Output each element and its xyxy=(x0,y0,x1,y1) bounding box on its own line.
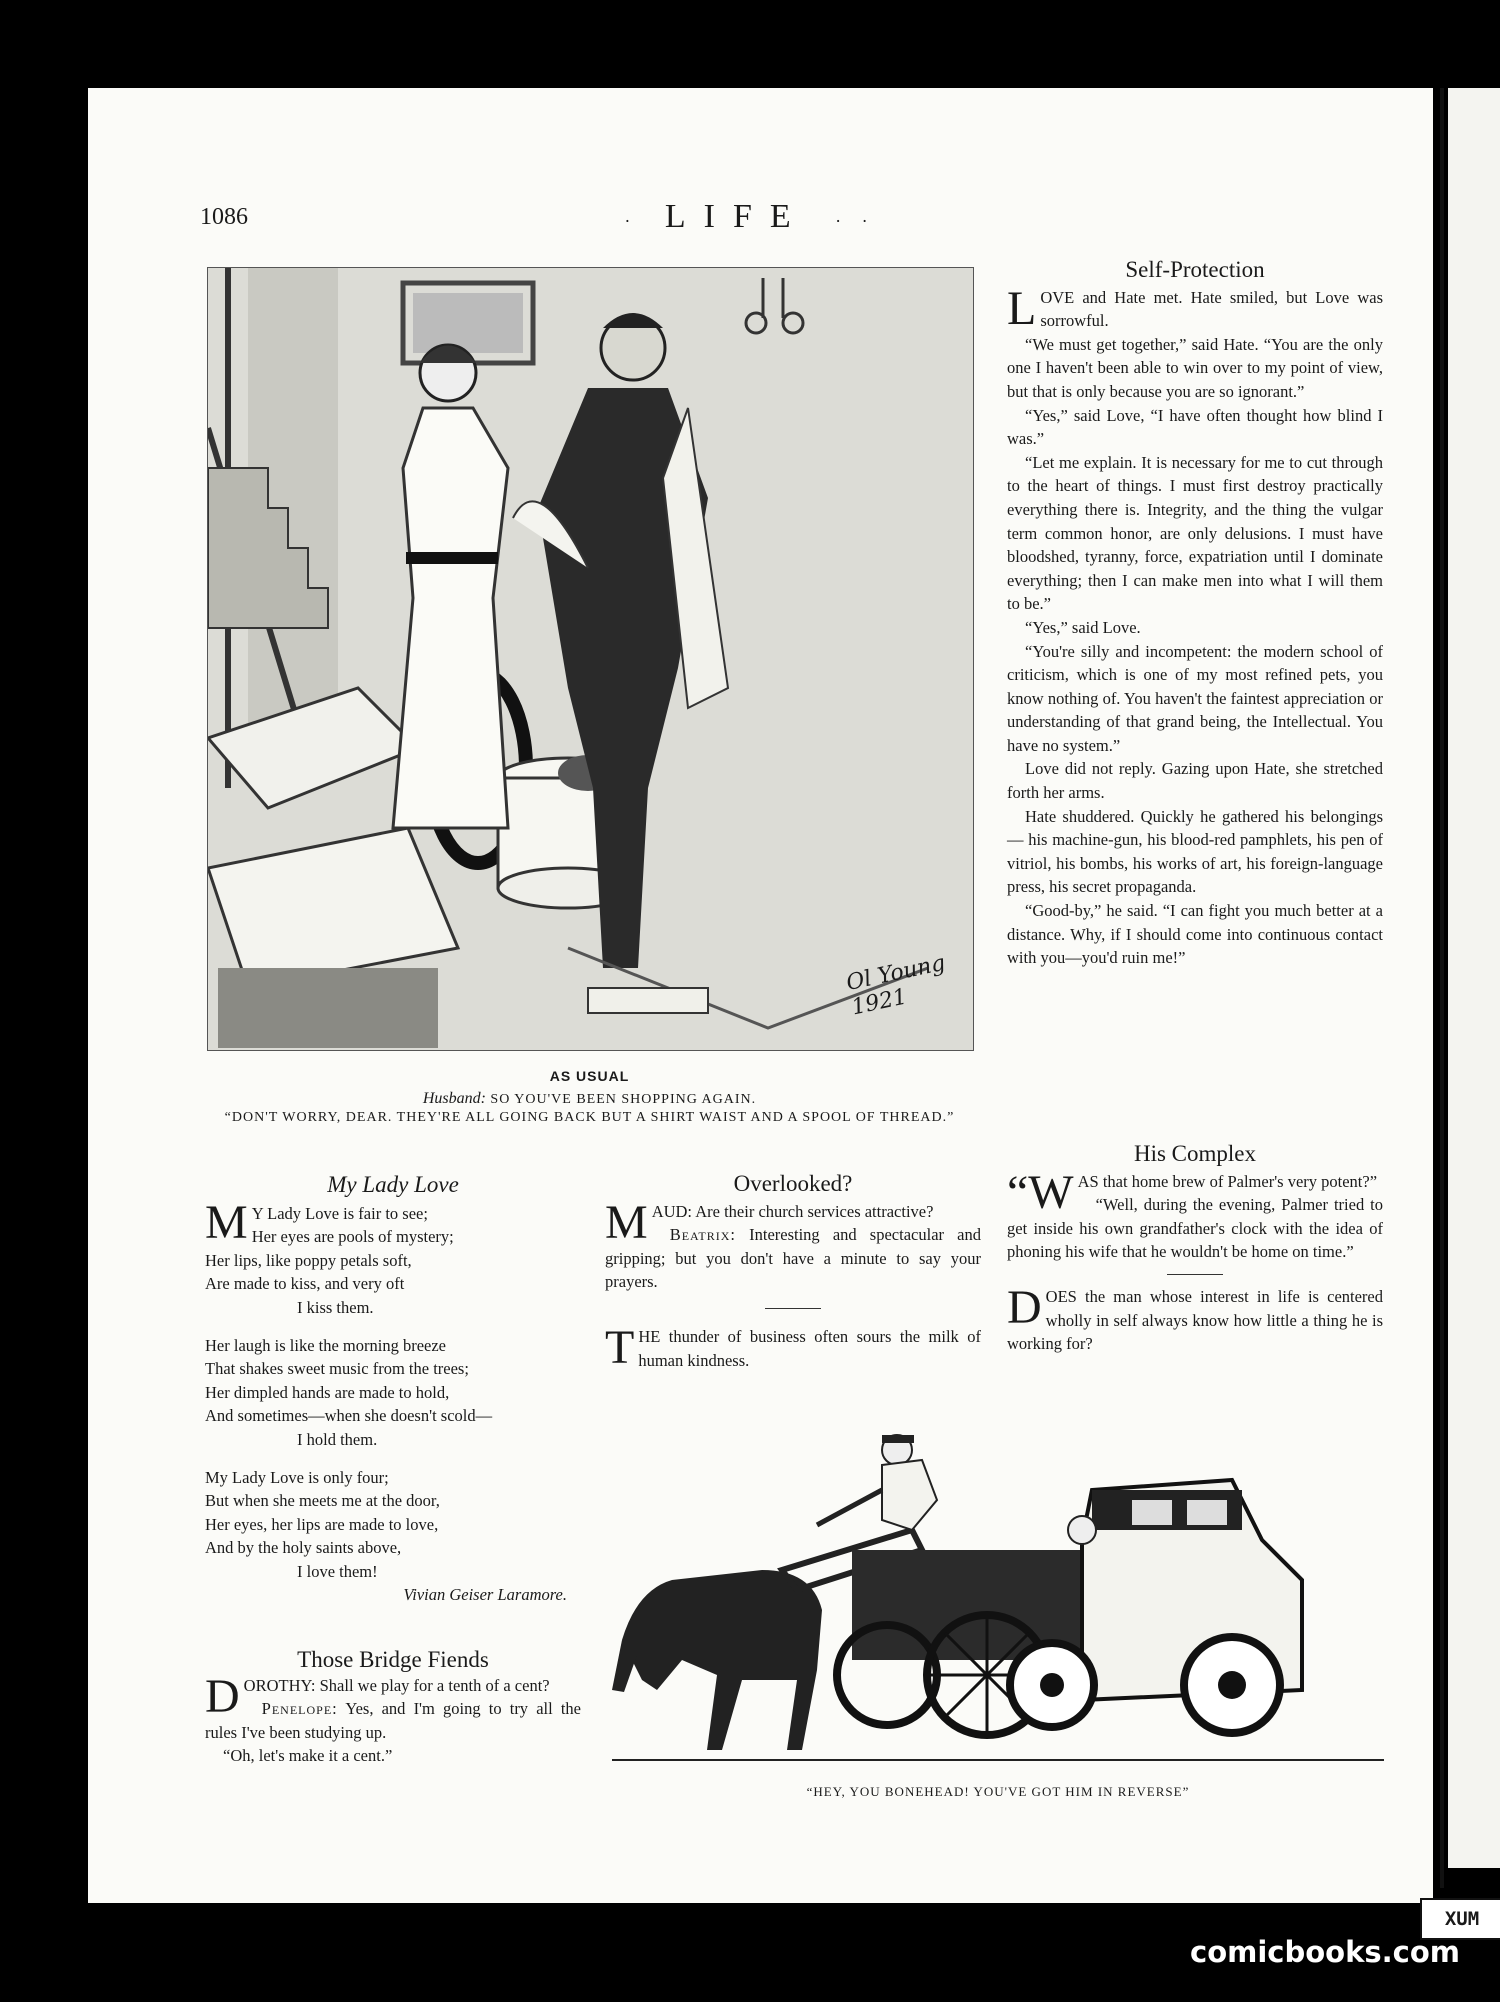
paragraph: “You're silly and incompetent: the modern school of criticism, which is one of my most refined pets, you know nothing of. You haven't the faintest appreciation or understanding of that grand being, the Intellectual. You have no system.” xyxy=(1007,641,1383,755)
bridge-fiends-title: Those Bridge Fiends xyxy=(297,1647,489,1672)
verse-line: Are made to kiss, and very oft xyxy=(205,1274,405,1294)
paragraph: OVE and Hate met. Hate smiled, but Love was sorrowful. xyxy=(1040,287,1383,331)
drop-cap: M xyxy=(605,1195,648,1249)
caption-line-2: “DON'T WORRY, DEAR. THEY'RE ALL GOING BACK BUT A SHIRT WAIST AND A SPOOL OF THREAD.” xyxy=(224,1110,955,1125)
masthead-dots-left: · xyxy=(624,211,639,231)
my-lady-love-poem xyxy=(205,1172,581,1607)
drop-cap: D xyxy=(1007,1280,1042,1334)
drop-cap: D xyxy=(205,1669,240,1723)
masthead-dots-right: · · xyxy=(835,211,876,231)
horse-car-drawing xyxy=(612,1430,1384,1765)
verse-line: Her eyes are pools of mystery; xyxy=(251,1227,454,1247)
paragraph: AS that home brew of Palmer's very potent?” xyxy=(1077,1171,1378,1191)
dialogue-line: AUD: Are their church services attractive? xyxy=(651,1201,934,1221)
verse-line: Her lips, like poppy petals soft, xyxy=(205,1250,412,1270)
verse-line: And by the holy saints above, xyxy=(205,1538,402,1558)
dialogue-line: OROTHY: Shall we play for a tenth of a cent? xyxy=(243,1675,550,1695)
caption-husband-text: SO YOU'VE BEEN SHOPPING AGAIN. xyxy=(490,1092,757,1107)
his-complex-title: His Complex xyxy=(1133,1141,1257,1166)
his-complex-article xyxy=(1007,1142,1383,1356)
paragraph: “Good-by,” he said. “I can fight you much better at a distance. Why, if I should come into continuous contact with you—you'd ruin me!” xyxy=(1007,901,1383,968)
verse-line: Her dimpled hands are made to hold, xyxy=(205,1382,450,1402)
verse-line: But when she meets me at the door, xyxy=(205,1491,440,1511)
my-lady-love-title: My Lady Love xyxy=(327,1172,459,1197)
self-protection-article xyxy=(1007,258,1383,970)
dialogue-line: “Oh, let's make it a cent.” xyxy=(223,1746,393,1766)
shopping-illustration xyxy=(207,267,974,1051)
paragraph: Love did not reply. Gazing upon Hate, she stretched forth her arms. xyxy=(1007,759,1383,803)
verse-line: And sometimes—when she doesn't scold— xyxy=(205,1406,493,1426)
shopping-caption-block xyxy=(207,1068,972,1127)
poem-author: Vivian Geiser Laramore. xyxy=(403,1585,567,1605)
verse-line: That shakes sweet music from the trees; xyxy=(205,1359,469,1379)
verse-line: Y Lady Love is fair to see; xyxy=(251,1204,428,1223)
verse-line: I kiss them. xyxy=(297,1297,374,1317)
paragraph: “Well, during the evening, Palmer tried to get inside his own grandfather's clock with the idea of phoning his wife that he wouldn't be home on time.” xyxy=(1007,1195,1383,1262)
masthead xyxy=(0,198,1500,236)
paragraph: “Yes,” said Love, “I have often thought how blind I was.” xyxy=(1007,405,1383,449)
paragraph: Hate shuddered. Quickly he gathered his belongings — his machine-gun, his blood-red pamphlets, his pen of vitriol, his bombs, his works of art, his foreign-language press, his secret propaganda. xyxy=(1007,806,1383,897)
horse-car-caption: “HEY, YOU BONEHEAD! YOU'VE GOT HIM IN REVERSE” xyxy=(806,1784,1190,1799)
paragraph: “We must get together,” said Hate. “You are the only one I haven't been able to win over to my point of view, but that is only because you are so ignorant.” xyxy=(1007,334,1383,401)
self-protection-title: Self-Protection xyxy=(1125,257,1265,282)
caption-speaker: Husband: xyxy=(422,1090,486,1107)
paragraph: HE thunder of business often sours the milk of human kindness. xyxy=(638,1326,981,1370)
caption-line-1 xyxy=(207,1090,972,1109)
overlooked-article xyxy=(605,1172,981,1372)
stanza-3 xyxy=(205,1466,581,1583)
overlooked-title: Overlooked? xyxy=(733,1171,853,1196)
site-watermark: comicbooks.com xyxy=(1190,1935,1460,1969)
drop-cap: L xyxy=(1007,281,1037,335)
adjacent-page-edge xyxy=(1448,88,1500,1868)
drop-cap: T xyxy=(605,1320,635,1374)
dialogue-line: Yes, and I'm going to try all the rules I've been studying up. xyxy=(205,1699,582,1742)
paragraph: “Yes,” said Love. xyxy=(1025,617,1141,637)
stanza-2 xyxy=(205,1334,581,1451)
verse-line: My Lady Love is only four; xyxy=(205,1468,389,1488)
section-rule xyxy=(1167,1274,1223,1275)
speaker-name: Beatrix: xyxy=(669,1225,736,1245)
stanza-1 xyxy=(205,1196,581,1319)
artist-signature: Ol Young 1921 xyxy=(844,950,948,1021)
paragraph: OES the man whose interest in life is centered wholly in self always know how little a thing he is working for? xyxy=(1007,1286,1383,1354)
verse-line: Her eyes, her lips are made to love, xyxy=(205,1514,439,1534)
shopping-scene-drawing xyxy=(208,268,973,1050)
masthead-title: LIFE xyxy=(664,198,809,235)
xum-badge: XUM xyxy=(1420,1898,1500,1940)
dialogue-line: Interesting and spectacular and gripping; but you don't have a minute to say your prayers. xyxy=(605,1225,981,1292)
drop-cap: M xyxy=(205,1196,248,1249)
paragraph: “Let me explain. It is necessary for me to cut through to the heart of things. I must first destroy practically everything there is. Integrity, and the thing the vulgar term common honor, are only delusions. I must have bloodshed, tyranny, force, expatriation until I dominate everything; then I can make men into what I will them to be.” xyxy=(1007,452,1383,614)
caption-title: AS USUAL xyxy=(549,1068,630,1084)
horse-car-illustration xyxy=(612,1430,1384,1765)
drop-cap: “W xyxy=(1007,1165,1074,1219)
section-rule xyxy=(765,1308,821,1309)
verse-line: I hold them. xyxy=(297,1429,378,1449)
verse-line: I love them! xyxy=(297,1561,378,1581)
page-gutter xyxy=(1440,88,1444,1888)
page-number: 1086 xyxy=(200,204,248,230)
bridge-fiends-article xyxy=(205,1648,581,1768)
verse-line: Her laugh is like the morning breeze xyxy=(205,1336,446,1356)
speaker-name: Penelope: xyxy=(261,1699,338,1719)
